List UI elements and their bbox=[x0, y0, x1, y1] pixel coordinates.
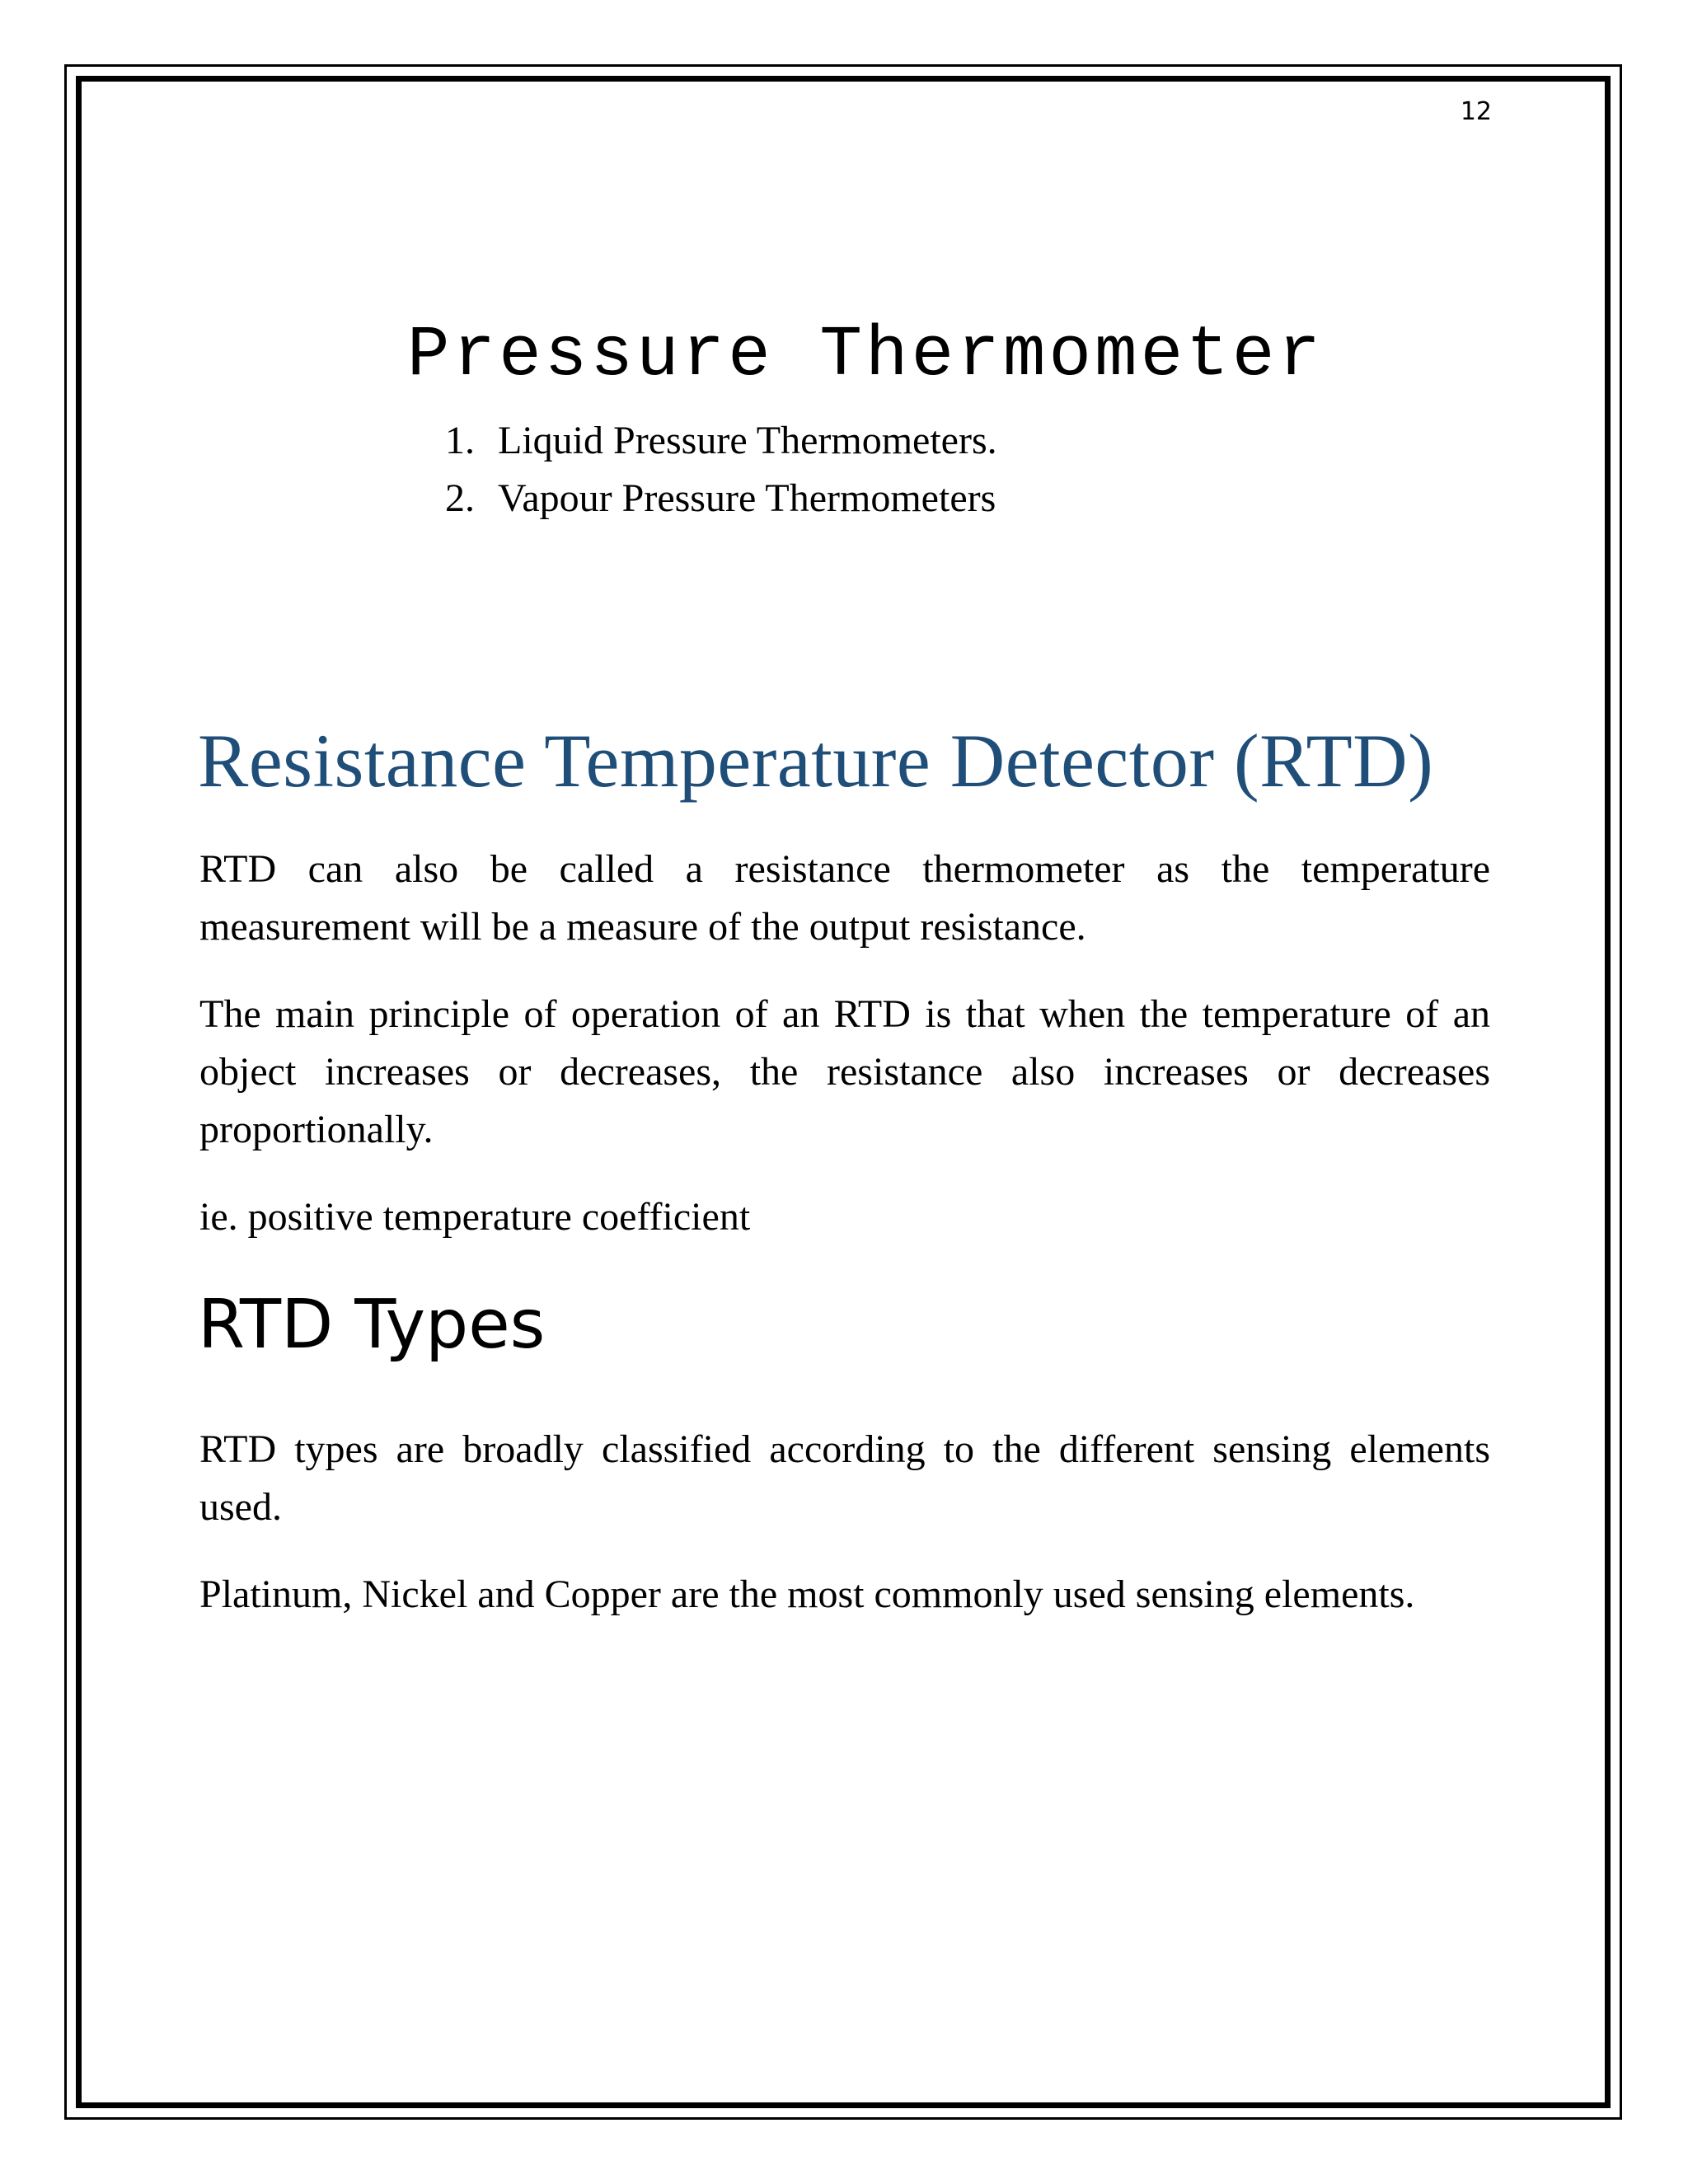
rtd-paragraph-2: The main principle of operation of an RTD is that when the temperature of an object increases or decreases, the resistance also increases or decreases proportionally. bbox=[199, 992, 1490, 1151]
rtd-paragraph-3: ie. positive temperature coefficient bbox=[199, 1195, 751, 1239]
pressure-thermometer-list bbox=[445, 412, 997, 527]
page-number: 12 bbox=[1460, 97, 1492, 126]
rtd-paragraph-1: RTD can also be called a resistance thermometer as the temperature measurement will be a measure of the output resistance. bbox=[199, 847, 1490, 949]
rtd-heading: Resistance Temperature Detector (RTD) bbox=[198, 719, 1434, 803]
list-item-text: Liquid Pressure Thermometers. bbox=[498, 419, 997, 462]
list-item-text: Vapour Pressure Thermometers bbox=[498, 476, 996, 520]
list-item bbox=[445, 470, 997, 527]
list-item bbox=[445, 412, 997, 470]
rtd-types-paragraph-2: Platinum, Nickel and Copper are the most commonly used sensing elements. bbox=[199, 1572, 1415, 1616]
rtd-types-heading: RTD Types bbox=[198, 1286, 546, 1364]
list-item-number: 2. bbox=[445, 476, 475, 520]
list-item-number: 1. bbox=[445, 419, 475, 462]
pressure-thermometer-title: Pressure Thermometer bbox=[406, 315, 1325, 396]
rtd-types-paragraph-1: RTD types are broadly classified according to the different sensing elements used. bbox=[199, 1427, 1490, 1529]
